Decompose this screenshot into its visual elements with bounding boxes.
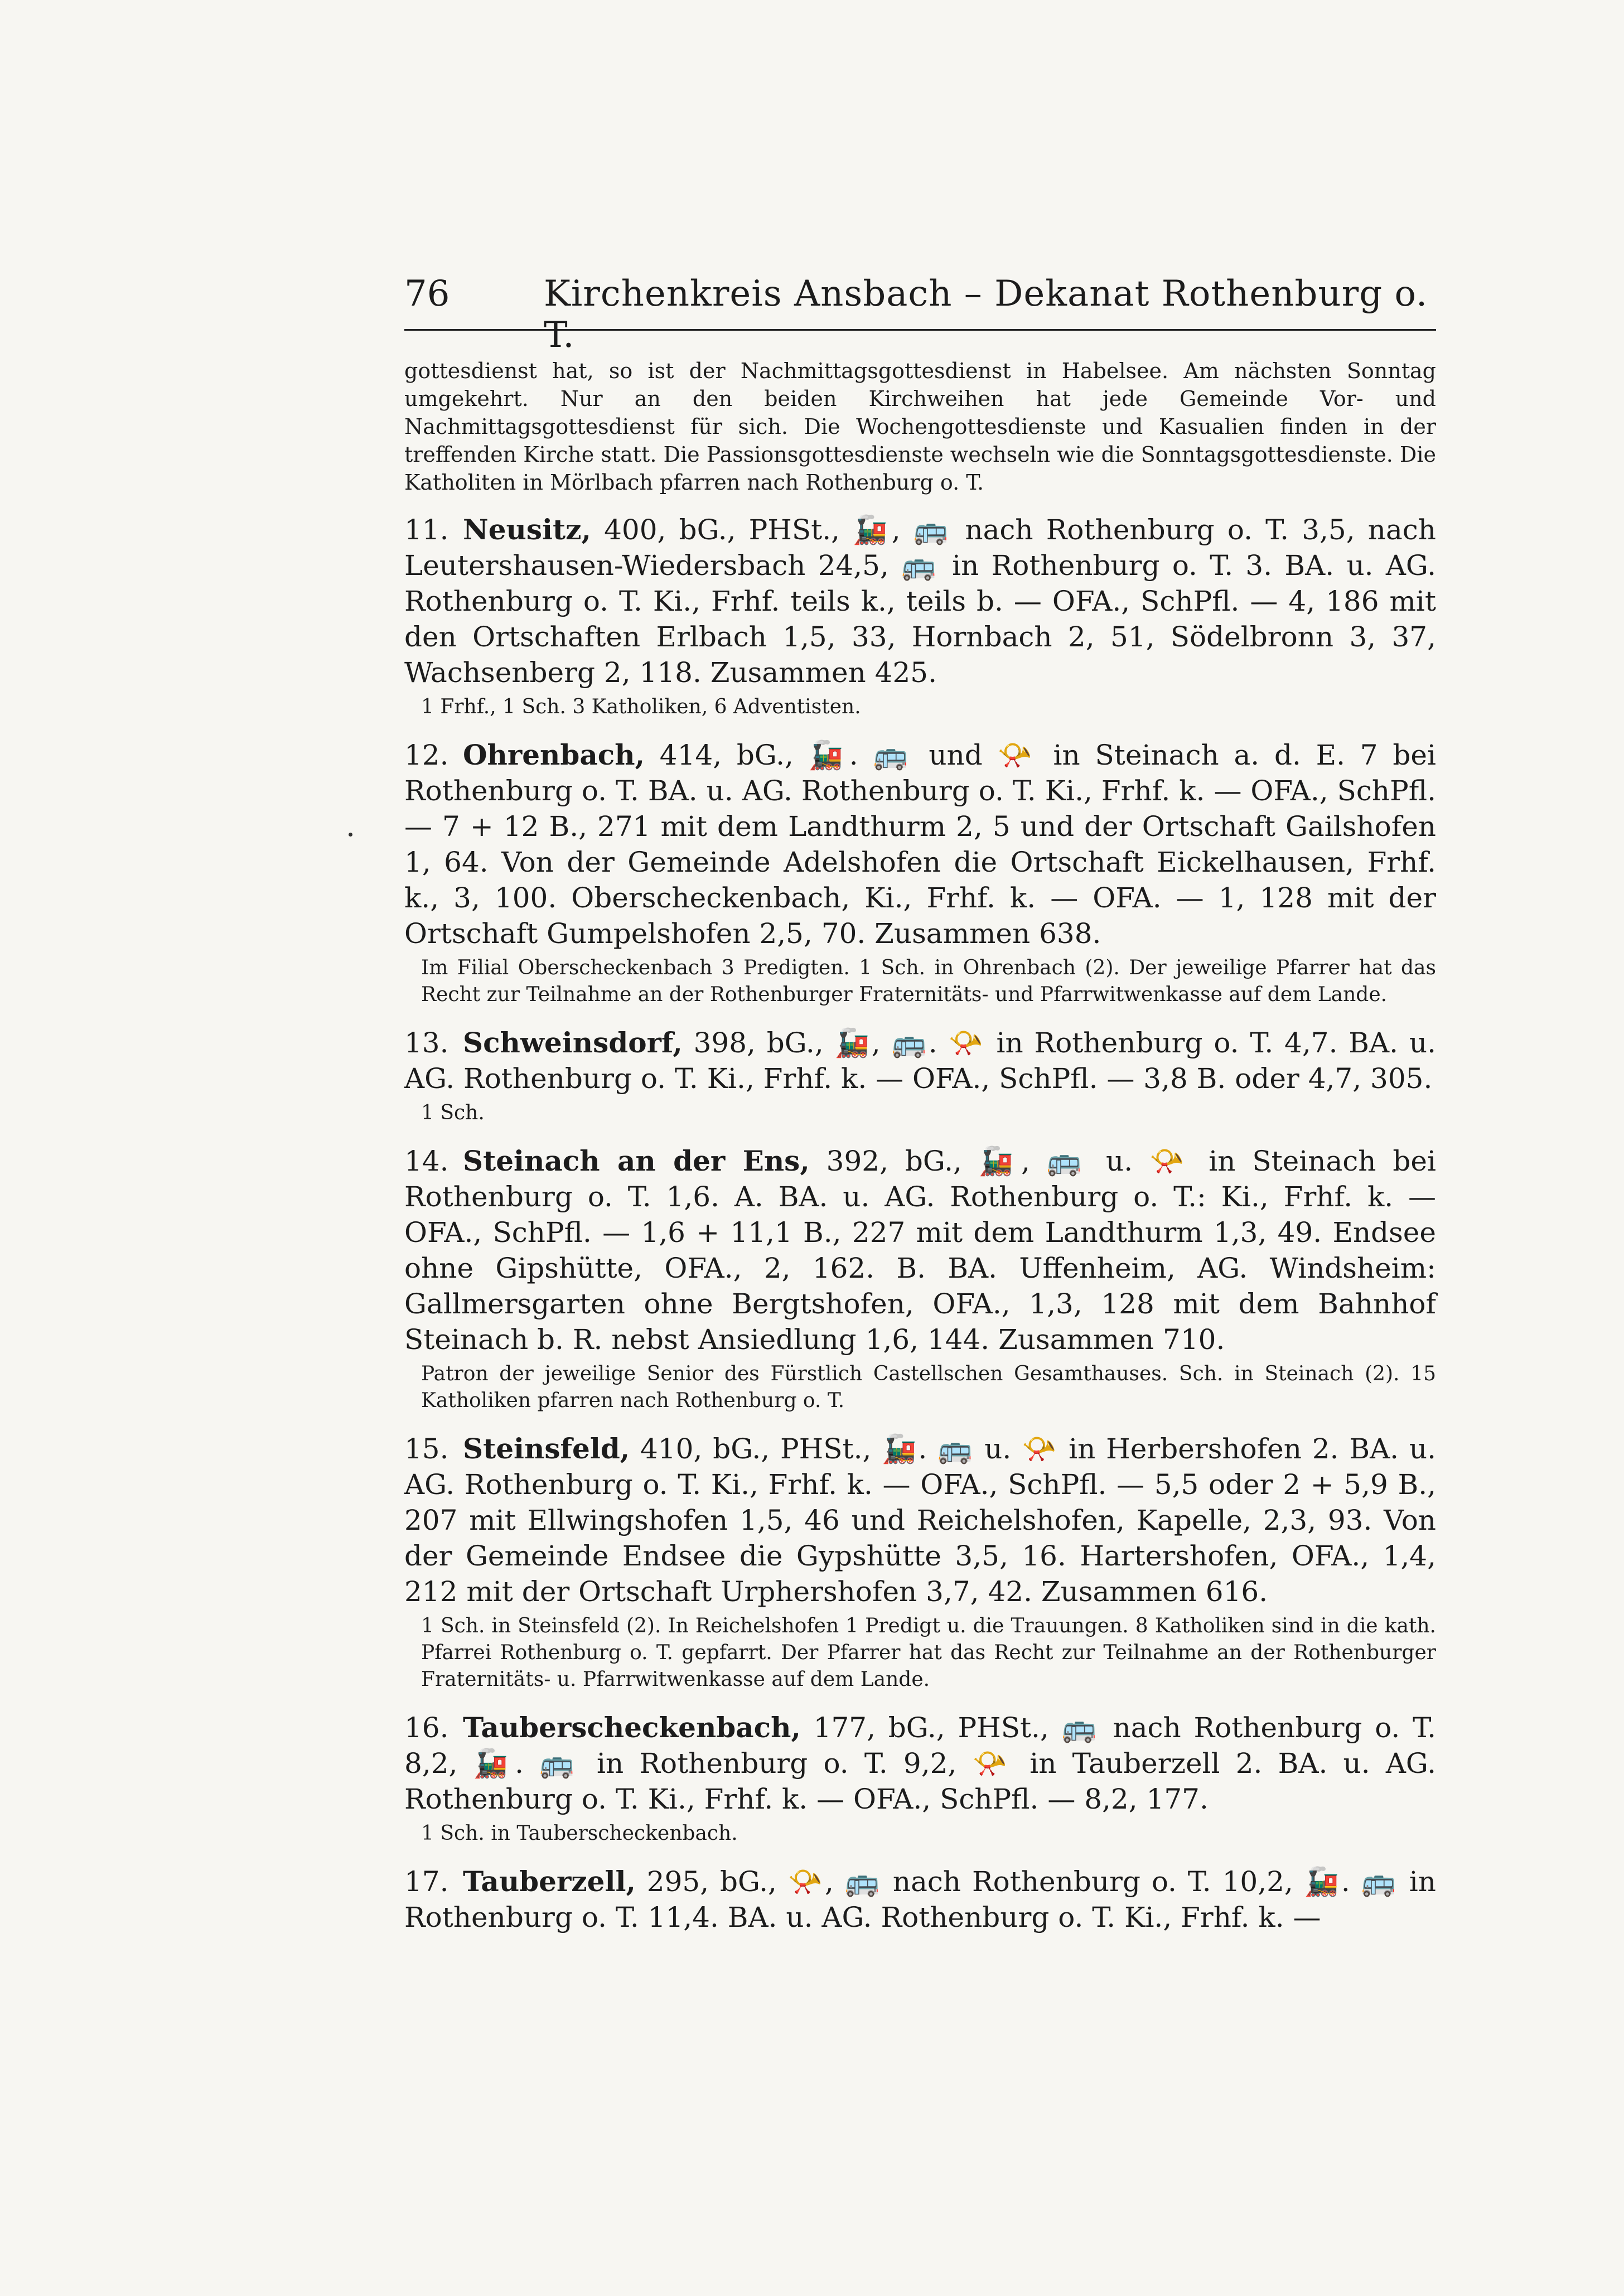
entry-body: 295, bG., 📯, 🚌 nach Rothenburg o. T. 10,2, 🚂. 🚌 in Rothenburg o. T. 11,4. BA. u. AG. Rothenburg o. T. Ki., Frhf. k. — [404, 1865, 1436, 1934]
entry-text [404, 1864, 1436, 1935]
parish-entry-13 [404, 1025, 1436, 1127]
entry-note: 1 Sch. in Tauberscheckenbach. [421, 1822, 738, 1845]
entry-number: 13. [404, 1027, 449, 1059]
entry-body: 177, bG., PHSt., 🚌 nach Rothenburg o. T. 8,2, 🚂. 🚌 in Rothenburg o. T. 9,2, 📯 in Tauberzell 2. BA. u. AG. Rothenburg o. T. Ki., Frhf. k. — OFA., SchPfl. — 8,2, 177. [404, 1712, 1436, 1815]
page-content [404, 357, 1436, 1952]
parish-entry-16 [404, 1710, 1436, 1847]
place-name: Neusitz, [463, 513, 591, 546]
page-header [404, 268, 1436, 356]
entry-number: 15. [404, 1433, 449, 1465]
entry-body: 398, bG., 🚂, 🚌. 📯 in Rothenburg o. T. 4,7. BA. u. AG. Rothenburg o. T. Ki., Frhf. k. — OFA., SchPfl. — 3,8 B. oder 4,7, 305. [404, 1027, 1436, 1095]
entry-text [404, 1143, 1436, 1357]
entry-note: Patron der jeweilige Senior des Fürstlich Castellschen Gesamthauses. Sch. in Steinach (2). 15 Katholiken pfarren nach Rothenburg o. T. [421, 1362, 1436, 1412]
parish-entry-14 [404, 1143, 1436, 1414]
place-name: Tauberzell, [463, 1865, 636, 1898]
place-name: Steinach an der Ens, [463, 1144, 810, 1177]
parish-entry-17 [404, 1864, 1436, 1935]
entry-number: 16. [404, 1712, 449, 1744]
entry-body: 414, bG., 🚂. 🚌 und 📯 in Steinach a. d. E. 7 bei Rothenburg o. T. BA. u. AG. Rothenburg o. T. Ki., Frhf. k. — OFA., SchPfl. — 7 + 12 B., 271 mit dem Landthurm 2, 5 und der Ortschaft Gailshofen 1, 64. Von der Gemeinde Adelshofen die Ortschaft Eickelhausen, Frhf. k., 3, 100. Oberscheckenbach, Ki., Frhf. k. — OFA. — 1, 128 mit der Ortschaft Gumpelshofen 2,5, 70. Zusammen 638. [404, 739, 1436, 950]
parish-entry-11 [404, 512, 1436, 721]
entry-text [404, 1710, 1436, 1817]
entry-note: 1 Frhf., 1 Sch. 3 Katholiken, 6 Adventisten. [421, 695, 861, 718]
entry-number: 14. [404, 1145, 449, 1177]
entry-text [404, 737, 1436, 951]
place-name: Ohrenbach, [463, 738, 645, 771]
page-number: 76 [404, 273, 450, 315]
entry-body: 400, bG., PHSt., 🚂, 🚌 nach Rothenburg o. T. 3,5, nach Leutershausen-Wiedersbach 24,5, 🚌 in Rothenburg o. T. 3. BA. u. AG. Rothenburg o. T. Ki., Frhf. teils k., teils b. — OFA., SchPfl. — 4, 186 mit den Ortschaften Erlbach 1,5, 33, Hornbach 2, 51, Södelbronn 3, 37, Wachsenberg 2, 118. Zusammen 425. [404, 514, 1436, 689]
entry-text [404, 1431, 1436, 1609]
entry-text [404, 512, 1436, 690]
place-name: Steinsfeld, [463, 1432, 630, 1465]
entry-body: 392, bG., 🚂, 🚌 u. 📯 in Steinach bei Rothenburg o. T. 1,6. A. BA. u. AG. Rothenburg o. T.: Ki., Frhf. k. — OFA., SchPfl. — 1,6 + 11,1 B., 227 mit dem Landthurm 1,3, 49. Endsee ohne Gipshütte, OFA., 2, 162. B. BA. Uffenheim, AG. Windsheim: Gallmersgarten ohne Bergtshofen, OFA., 1,3, 128 mit dem Bahnhof Steinach b. R. nebst Ansiedlung 1,6, 144. Zusammen 710. [404, 1145, 1436, 1356]
place-name: Tauberscheckenbach, [463, 1711, 801, 1744]
entry-body: 410, bG., PHSt., 🚂. 🚌 u. 📯 in Herbershofen 2. BA. u. AG. Rothenburg o. T. Ki., Frhf. k. — OFA., SchPfl. — 5,5 oder 2 + 5,9 B., 207 mit Ellwingshofen 1,5, 46 und Reichelshofen, Kapelle, 2,3, 93. Von der Gemeinde Endsee die Gypshütte 3,5, 16. Hartershofen, OFA., 1,4, 212 mit der Ortschaft Urphershofen 3,7, 42. Zusammen 616. [404, 1433, 1436, 1608]
entry-number: 11. [404, 514, 449, 546]
continued-note: gottesdienst hat, so ist der Nachmittagsgottesdienst in Habelsee. Am nächsten Sonntag umgekehrt. Nur an den beiden Kirchweihen hat jede Gemeinde Vor- und Nachmittagsgottesdienst für sich. Die Wochengottesdienste und Kasualien finden in der treffenden Kirche statt. Die Passionsgottesdienste wechseln wie die Sonntagsgottesdienste. Die Katholiten in Mörlbach pfarren nach Rothenburg o. T. [404, 359, 1436, 495]
entry-number: 12. [404, 739, 449, 771]
parish-entry-12 [404, 737, 1436, 1008]
ink-speck [349, 833, 352, 837]
entry-number: 17. [404, 1865, 449, 1898]
running-title: Kirchenkreis Ansbach – Dekanat Rothenburg o. T. [544, 273, 1428, 356]
place-name: Schweinsdorf, [463, 1026, 683, 1059]
entry-note: Im Filial Oberscheckenbach 3 Predigten. 1 Sch. in Ohrenbach (2). Der jeweilige Pfarrer hat das Recht zur Teilnahme an der Rothenburger Fraternitäts- und Pfarrwitwenkasse auf dem Lande. [421, 956, 1436, 1006]
parish-entry-15 [404, 1431, 1436, 1693]
entry-text [404, 1025, 1436, 1096]
entry-note: 1 Sch. [421, 1101, 485, 1124]
entry-note: 1 Sch. in Steinsfeld (2). In Reichelshofen 1 Predigt u. die Trauungen. 8 Katholiken sind in die kath. Pfarrei Rothenburg o. T. gepfarrt. Der Pfarrer hat das Recht zur Teilnahme an der Rothenburger Fraternitäts- u. Pfarrwitwenkasse auf dem Lande. [421, 1615, 1436, 1691]
